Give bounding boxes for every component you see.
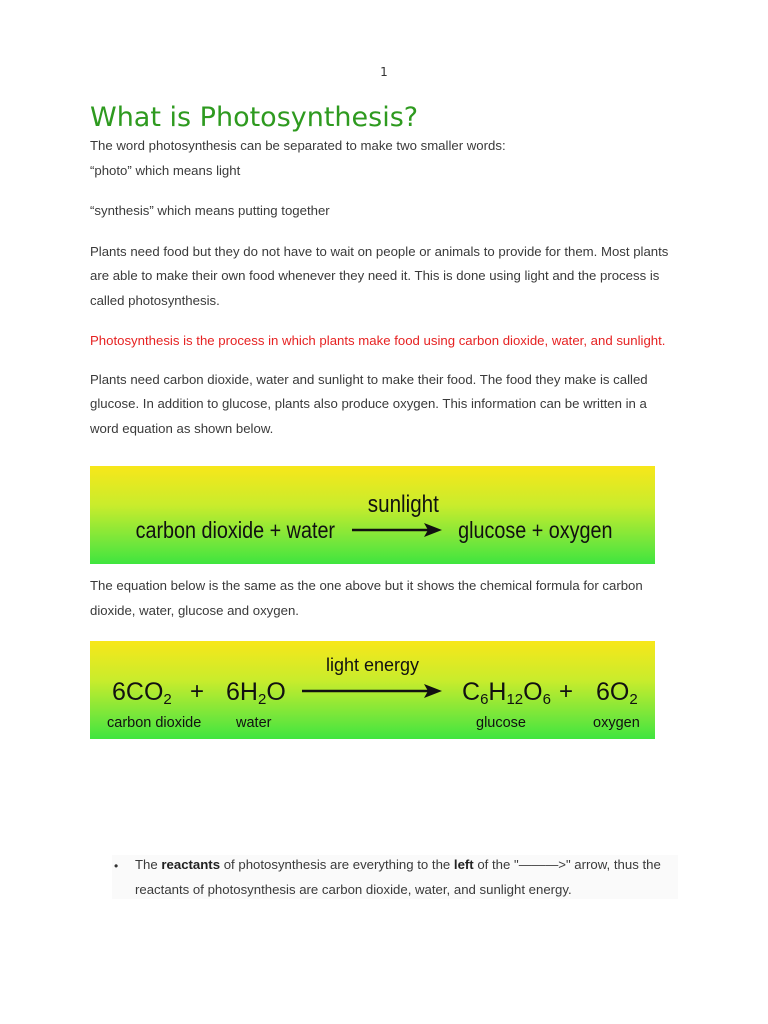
word-equation-reactants: carbon dioxide + water xyxy=(135,517,336,544)
paragraph-chemical-equation: The equation below is the same as the one above but it shows the chemical formula for carbon dioxide, water, glucose and oxygen. xyxy=(90,578,643,618)
chemical-equation-banner xyxy=(90,641,655,739)
h2o-label: water xyxy=(236,715,272,731)
plus-sign-1: + xyxy=(190,678,205,705)
word-equation-products: glucose + oxygen xyxy=(458,517,613,544)
o2-label: oxygen xyxy=(593,715,640,731)
paragraph-plants-food: Plants need food but they do not have to wait on people or animals to provide for them. Most plants are able to make their own food whenever they need it. This is done using light and the process is called photosynthesis. xyxy=(90,243,669,308)
intro-line-1: The word photosynthesis can be separated to make two smaller words: xyxy=(90,138,506,153)
intro-line-3: “synthesis” which means putting together xyxy=(90,203,330,218)
list-item xyxy=(112,855,678,899)
co2-label: carbon dioxide xyxy=(107,715,202,731)
word-equation-condition: sunlight xyxy=(367,490,439,518)
glucose-label: glucose xyxy=(476,715,526,731)
co2-formula: 6CO2 xyxy=(112,678,172,708)
o2-formula: 6O2 xyxy=(596,678,638,708)
chemical-equation-condition: light energy xyxy=(326,655,420,675)
intro-line-2: “photo” which means light xyxy=(90,162,241,178)
definition-text: Photosynthesis is the process in which plants make food using carbon dioxide, water, and sunlight. xyxy=(90,333,666,348)
word-equation-banner xyxy=(90,466,655,564)
glucose-formula: C6H12O6 xyxy=(462,678,551,708)
plus-sign-2: + xyxy=(559,678,574,705)
page-number: 1 xyxy=(380,65,388,79)
document-body xyxy=(90,98,670,739)
paragraph-word-equation: Plants need carbon dioxide, water and sunlight to make their food. The food they make is called glucose. In addition to glucose, plants also produce oxygen. This information can be written in a word equation as shown below. xyxy=(90,371,648,436)
h2o-formula: 6H2O xyxy=(226,678,286,708)
bullet-icon: • xyxy=(114,859,119,873)
reactants-bullet-text: The reactants of photosynthesis are everything to the left of the "———>" arrow, thus the reactants of photosynthesis are carbon dioxide, water, and sunlight energy. xyxy=(135,857,661,897)
page-title: What is Photosynthesis? xyxy=(90,102,419,133)
